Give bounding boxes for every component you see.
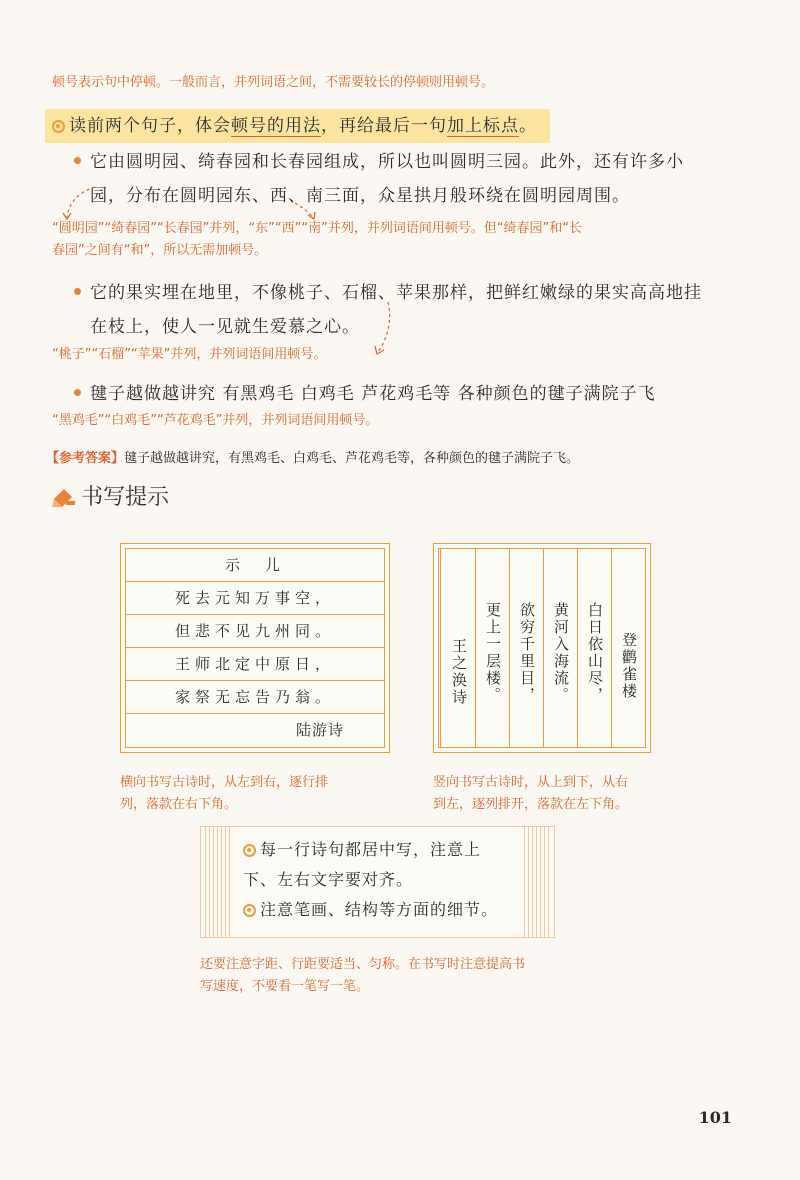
horizontal-poem-box [120, 543, 390, 753]
sentence-1-note-1: “圆明园”“绮春园”“长春园”并列，“东”“西”“南”并列，并列词语间用顿号。但“绮春园”和“长 [52, 221, 583, 236]
sentence-1-line-2: 园，分布在圆明园东、西、南三面，众星拱月般环绕在圆明园周围。 [90, 186, 630, 206]
poem-author: 陆游诗 [295, 721, 344, 739]
top-note: 顿号表示句中停顿。一般而言，并列词语之间，不需要较长的停顿则用顿号。 [52, 75, 495, 90]
poem-title: 示 儿 [126, 549, 384, 582]
section-header [52, 480, 169, 511]
tip-1: 每一行诗句都居中写，注意上 [260, 840, 482, 859]
sentence-2-note: “桃子”“石榴”“苹果”并列，并列词语间用顿号。 [52, 347, 327, 362]
circle-bullet-icon [52, 120, 65, 133]
poem-line: 欲穷千里目， [509, 549, 543, 747]
poem-author: 王之涣诗 [440, 549, 475, 747]
tip-1-cont: 下、左右文字要对齐。 [243, 870, 414, 889]
page-number: 101 [698, 1108, 732, 1127]
reference-answer: 【参考答案】毽子越做越讲究，有黑鸡毛、白鸡毛、芦花鸡毛等，各种颜色的毽子满院子飞。 [46, 451, 580, 466]
sentence-3-note: “黑鸡毛”“白鸡毛”“芦花鸡毛”并列，并列词语间用顿号。 [52, 413, 379, 428]
poem-line: 白日依山尽， [577, 549, 611, 747]
bullet-icon [74, 288, 81, 295]
task-instruction: 读前两个句子，体会顿号的用法，再给最后一句加上标点。 [52, 109, 537, 143]
tips-box [200, 826, 555, 938]
sentence-3-line-1: 毽子越做越讲究 有黑鸡毛 白鸡毛 芦花鸡毛等 各种颜色的毽子满院子飞 [90, 384, 656, 404]
annotation-arrow [360, 300, 400, 360]
tip-2: 注意笔画、结构等方面的细节。 [260, 900, 499, 919]
poem-line: 死去元知万事空， [126, 582, 384, 615]
sentence-2-line-1: 它的果实埋在地里，不像桃子、石榴、苹果那样，把鲜红嫩绿的果实高高地挂 [90, 283, 702, 303]
vertical-poem-box [433, 543, 651, 753]
bottom-note: 还要注意字距、行距要适当、匀称。在书写时注意提高书 写速度，不要看一笔写一笔。 [200, 957, 526, 994]
tips-stripe-left [205, 827, 231, 937]
circle-bullet-icon [243, 904, 256, 917]
caption-vertical: 竖向书写古诗时，从上到下，从右 到左，逐列排开，落款在左下角。 [433, 775, 629, 812]
sentence-2-line-2: 在枝上，使人一见就生爱慕之心。 [90, 317, 360, 337]
poem-line: 更上一层楼。 [475, 549, 509, 747]
bullet-icon [74, 157, 81, 164]
sentence-1-line-1: 它由圆明园、绮春园和长春园组成，所以也叫圆明三园。此外，还有许多小 [90, 152, 684, 172]
poem-line: 但悲不见九州同。 [126, 615, 384, 648]
bullet-icon [74, 389, 81, 396]
poem-line: 王师北定中原日， [126, 648, 384, 681]
circle-bullet-icon [243, 844, 256, 857]
pencil-icon [52, 485, 76, 507]
poem-title: 登鹳雀楼 [611, 549, 645, 747]
section-title: 书写提示 [81, 485, 170, 510]
poem-line: 黄河入海流。 [543, 549, 577, 747]
sentence-1-note-2: 春园”之间有“和”，所以无需加顿号。 [52, 243, 268, 258]
caption-horizontal: 横向书写古诗时，从左到右，逐行排 列，落款在右下角。 [120, 775, 329, 812]
poem-line: 家祭无忘告乃翁。 [126, 681, 384, 714]
